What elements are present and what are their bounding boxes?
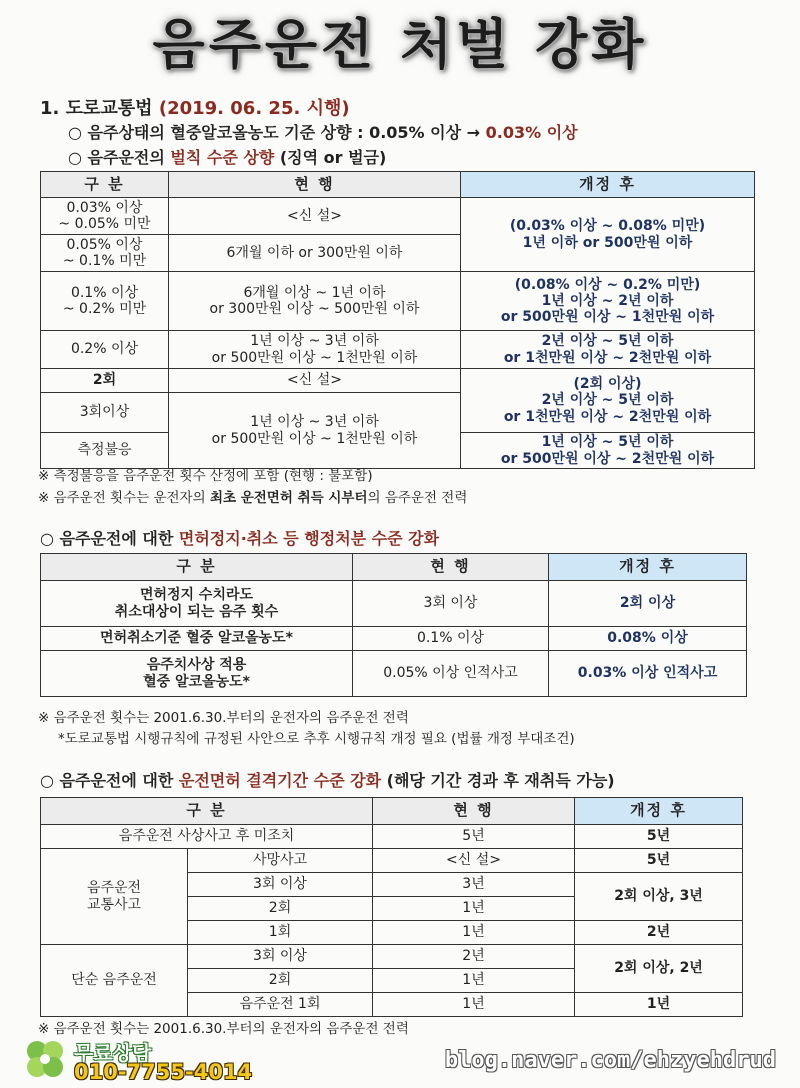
- section1-line2-text: ○ 음주운전의: [68, 148, 171, 167]
- t1-row6-category: 3회이상: [41, 393, 169, 433]
- note1-1: ※ 측정불응을 음주운전 횟수 산정에 포함 (현행 : 불포함): [38, 468, 373, 484]
- t2-row3-after: 0.03% 이상 인적사고: [549, 651, 747, 697]
- t1-after-1: (0.03% 이상 ~ 0.08% 미만) 1년 이하 or 500만원 이하: [461, 198, 755, 272]
- t3-group2-label: 단순 음주운전: [41, 945, 188, 1017]
- t1-after-5: 1년 이상 ~ 5년 이하 or 500만원 이상 ~ 2천만원 이하: [461, 433, 755, 469]
- section1-line2-highlight: 벌칙 수준 상향: [170, 148, 275, 167]
- t1-row5-category: 2회: [41, 369, 169, 393]
- t1-row1-category: 0.03% 이상 ~ 0.05% 미만: [41, 198, 169, 235]
- section1-line1-highlight: 0.03% 이상: [485, 123, 578, 142]
- section1-line2: [68, 145, 386, 168]
- phone-number[interactable]: 010-7755-4014: [74, 1060, 253, 1084]
- t1-after-4: (2회 이상) 2년 이상 ~ 5년 이하 or 1천만원 이상 ~ 2천만원 이하: [461, 369, 755, 433]
- t1-row4-current: 1년 이상 ~ 3년 이하 or 500만원 이상 ~ 1천만원 이하: [169, 331, 461, 369]
- t1-row7-category: 측정불응: [41, 433, 169, 469]
- note1-2-bold: 최초 운전면허 취득 시부터: [209, 490, 368, 506]
- t3-g2-cur1: 2년: [373, 945, 575, 969]
- t2-row1-after: 2회 이상: [549, 581, 747, 627]
- t3-g2-cur3: 1년: [373, 993, 575, 1017]
- section1-heading: [40, 94, 350, 120]
- t3-g1-sub4: 1회: [188, 921, 373, 945]
- t3-header-after: 개정 후: [575, 798, 743, 825]
- page-title: 음주운전 처벌 강화: [152, 13, 648, 76]
- t1-row2-current: 6개월 이하 or 300만원 이하: [169, 235, 461, 272]
- disqualification-table: [40, 797, 743, 1017]
- t3-g2-after1: 2회 이상, 2년: [575, 945, 743, 993]
- t3-g1-sub2: 3회 이상: [188, 873, 373, 897]
- t2-header-current: 현 행: [353, 554, 549, 581]
- t2-row2-after: 0.08% 이상: [549, 627, 747, 651]
- section2-heading-highlight: 면허정지·취소 등 행정처분 수준 강화: [178, 529, 440, 548]
- section3-heading-highlight: 운전면허 결격기간 수준 강화: [178, 771, 382, 790]
- note3-1: ※ 음주운전 횟수는 2001.6.30.부터의 운전자의 음주운전 전력: [38, 1021, 409, 1037]
- section3-heading-text: ○ 음주운전에 대한: [40, 771, 179, 790]
- note1-2: [38, 486, 467, 506]
- t1-header-current: 현 행: [169, 172, 461, 198]
- t2-row3-category: 음주치사상 적용 혈중 알코올농도*: [41, 651, 353, 697]
- t3-g1-cur3: 1년: [373, 897, 575, 921]
- section1-heading-date: (2019. 06. 25. 시행): [158, 98, 350, 119]
- t3-header-category: 구 분: [41, 798, 373, 825]
- t1-row3-current: 6개월 이상 ~ 1년 이하 or 300만원 이상 ~ 500만원 이하: [169, 272, 461, 331]
- t3-g1-after2: 2회 이상, 3년: [575, 873, 743, 921]
- t3-g1-cur4: 1년: [373, 921, 575, 945]
- blog-watermark: blog.naver.com/ehzyehdrud: [444, 1048, 776, 1073]
- t2-header-after: 개정 후: [549, 554, 747, 581]
- t3-g1-cur1: <신 설>: [373, 849, 575, 873]
- note2-2: *도로교통법 시행규칙에 규정된 사안으로 추후 시행규칙 개정 필요 (법률 개정 부대조건): [58, 731, 575, 747]
- t2-header-category: 구 분: [41, 554, 353, 581]
- admin-penalty-table: [40, 553, 747, 697]
- t3-g2-after2: 1년: [575, 993, 743, 1017]
- section1-line1: [68, 120, 578, 143]
- section2-heading-text: ○ 음주운전에 대한: [40, 529, 179, 548]
- t3-group1-label: 음주운전 교통사고: [41, 849, 188, 945]
- t3-g2-sub2: 2회: [188, 969, 373, 993]
- section3-heading-suffix: (해당 기간 경과 후 재취득 가능): [381, 771, 615, 790]
- t2-row1-category: 면허정지 수치라도 취소대상이 되는 음주 횟수: [41, 581, 353, 627]
- t1-row6-current: 1년 이상 ~ 3년 이하 or 500만원 이상 ~ 1천만원 이하: [169, 393, 461, 469]
- t3-g1-after1: 5년: [575, 849, 743, 873]
- t1-after-2: (0.08% 이상 ~ 0.2% 미만) 1년 이상 ~ 2년 이하 or 500만원 이상 ~ 1천만원 이하: [461, 272, 755, 331]
- t2-row2-category: 면허취소기준 혈중 알코올농도*: [41, 627, 353, 651]
- t2-row1-current: 3회 이상: [353, 581, 549, 627]
- t1-row1-current: <신 설>: [169, 198, 461, 235]
- t2-row3-current: 0.05% 이상 인적사고: [353, 651, 549, 697]
- t3-g2-sub3: 음주운전 1회: [188, 993, 373, 1017]
- section1-line2-suffix: (징역 or 벌금): [274, 148, 387, 167]
- t1-after-3: 2년 이상 ~ 5년 이하 or 1천만원 이상 ~ 2천만원 이하: [461, 331, 755, 369]
- section2-heading: [40, 526, 439, 549]
- t3-g1-sub1: 사망사고: [188, 849, 373, 873]
- section1-line1-text: ○ 음주상태의 혈중알코올농도 기준 상향 : 0.05% 이상 →: [68, 123, 486, 142]
- t3-row1-category: 음주운전 사상사고 후 미조치: [41, 825, 373, 849]
- note1-2-pre: ※ 음주운전 횟수는 운전자의: [38, 490, 210, 506]
- note2-1: ※ 음주운전 횟수는 2001.6.30.부터의 운전자의 음주운전 전력: [38, 710, 409, 726]
- section3-heading: [40, 768, 615, 791]
- t3-g1-cur2: 3년: [373, 873, 575, 897]
- t3-header-current: 현 행: [373, 798, 575, 825]
- note1-2-post: 의 음주운전 전력: [367, 490, 468, 506]
- t1-row4-category: 0.2% 이상: [41, 331, 169, 369]
- t2-row2-current: 0.1% 이상: [353, 627, 549, 651]
- t3-g1-sub3: 2회: [188, 897, 373, 921]
- t3-row1-current: 5년: [373, 825, 575, 849]
- consult-badge: 무료상담: [74, 1041, 152, 1065]
- t1-row3-category: 0.1% 이상 ~ 0.2% 미만: [41, 272, 169, 331]
- t3-g1-after3: 2년: [575, 921, 743, 945]
- t3-g2-sub1: 3회 이상: [188, 945, 373, 969]
- t1-header-category: 구 분: [41, 172, 169, 198]
- clover-icon: [20, 1036, 70, 1084]
- t1-row5-current: <신 설>: [169, 369, 461, 393]
- t3-g2-cur2: 1년: [373, 969, 575, 993]
- t3-row1-after: 5년: [575, 825, 743, 849]
- penalty-table: [40, 171, 755, 469]
- t1-row2-category: 0.05% 이상 ~ 0.1% 미만: [41, 235, 169, 272]
- section1-heading-text: 1. 도로교통법: [40, 98, 159, 119]
- t1-header-after: 개정 후: [461, 172, 755, 198]
